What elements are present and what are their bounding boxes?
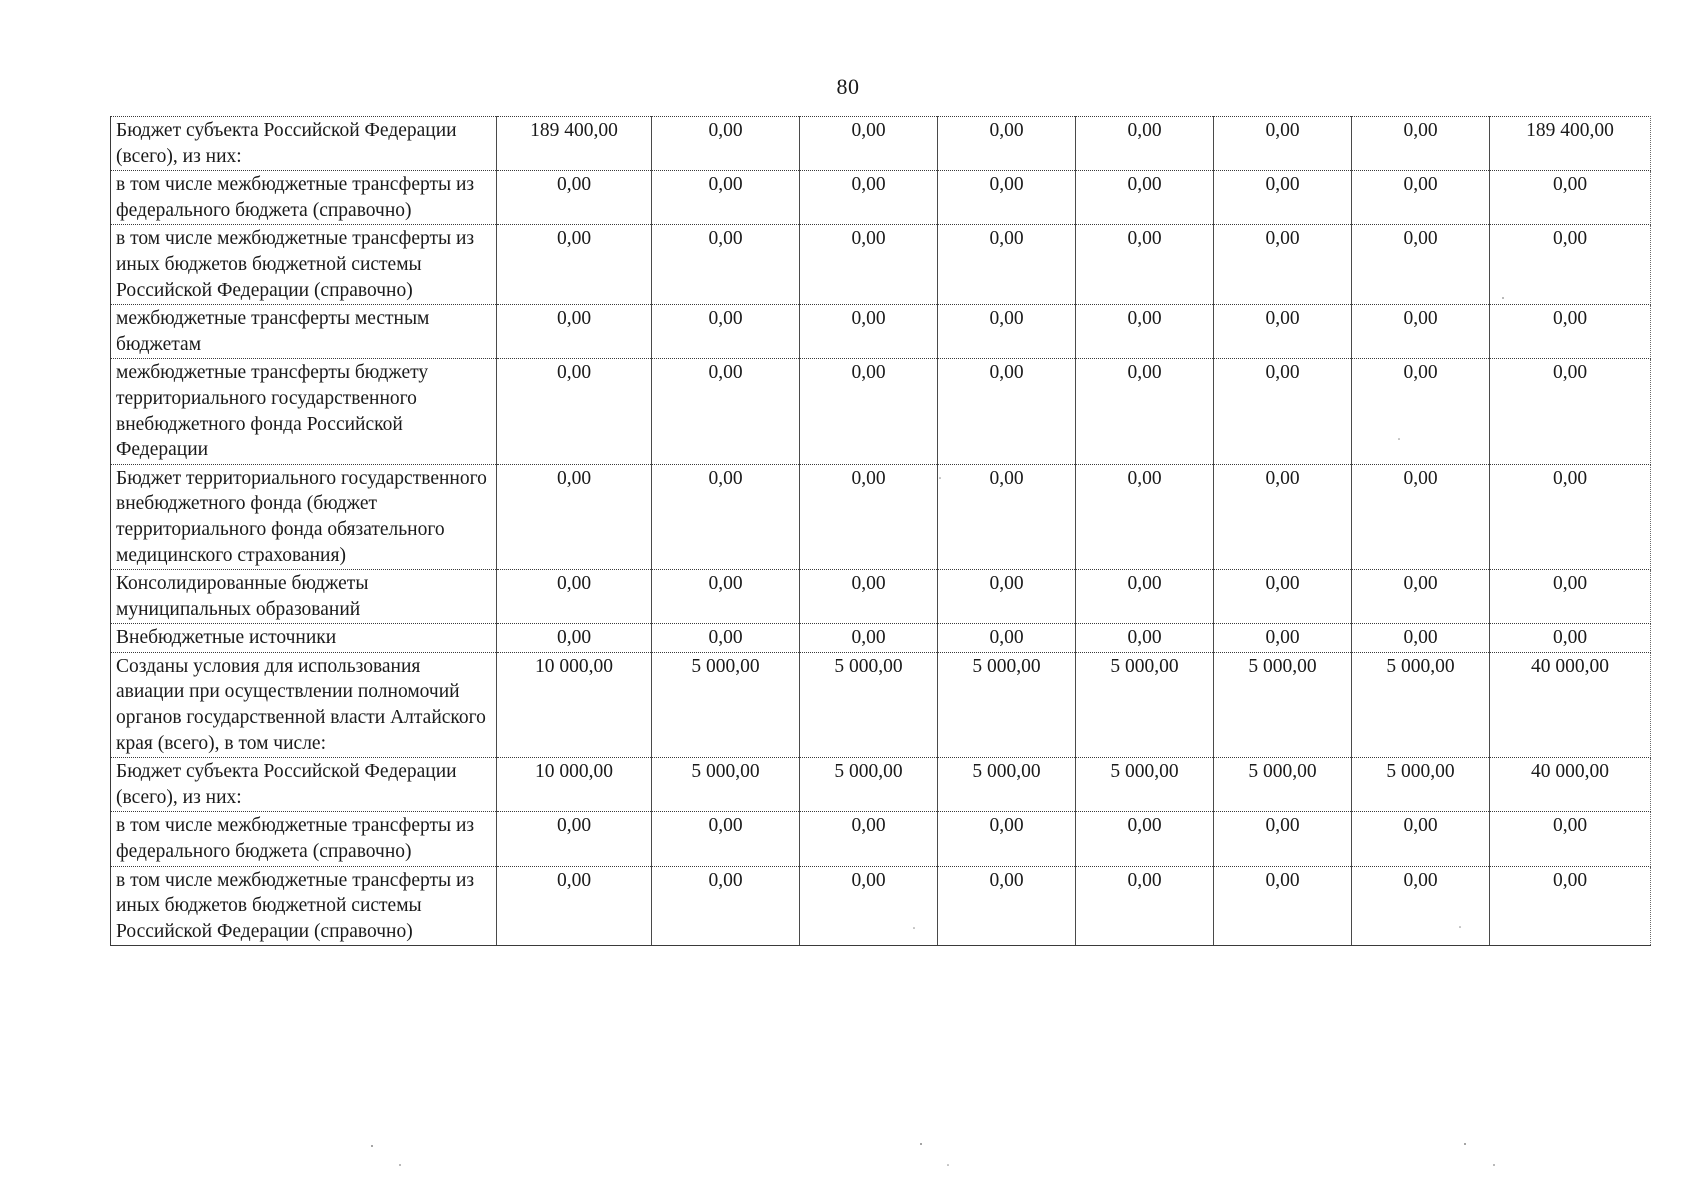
value-cell: 0,00: [652, 866, 800, 946]
value-cell: 0,00: [1352, 305, 1490, 359]
value-cell: 0,00: [497, 570, 652, 624]
value-cell: 0,00: [1214, 624, 1352, 653]
value-cell: 5 000,00: [938, 652, 1076, 757]
value-cell: 5 000,00: [652, 652, 800, 757]
value-cell: 0,00: [1076, 171, 1214, 225]
row-label: Созданы условия для использования авиации при осуществлении полномочий органов государственной власти Алтайского края (всего), в том числе:: [111, 652, 497, 757]
value-cell: 0,00: [1214, 359, 1352, 464]
value-cell: 0,00: [497, 359, 652, 464]
value-cell: 0,00: [1352, 117, 1490, 171]
value-cell: 0,00: [652, 812, 800, 866]
value-cell: 0,00: [800, 464, 938, 569]
value-cell: 0,00: [652, 171, 800, 225]
value-cell: 5 000,00: [1214, 652, 1352, 757]
row-label: межбюджетные трансферты местным бюджетам: [111, 305, 497, 359]
value-cell: 0,00: [1214, 225, 1352, 305]
table-row: [111, 464, 1651, 569]
row-label: Бюджет субъекта Российской Федерации (всего), из них:: [111, 758, 497, 812]
value-cell: 0,00: [800, 305, 938, 359]
value-cell: 0,00: [652, 117, 800, 171]
value-cell: 0,00: [800, 359, 938, 464]
value-cell: 0,00: [938, 464, 1076, 569]
value-cell: 0,00: [938, 305, 1076, 359]
row-label: Бюджет территориального государственного внебюджетного фонда (бюджет территориального фонда обязательного медицинского страхования): [111, 464, 497, 569]
value-cell: 0,00: [1490, 225, 1651, 305]
value-cell: 5 000,00: [800, 758, 938, 812]
value-cell: 0,00: [938, 812, 1076, 866]
value-cell: 10 000,00: [497, 652, 652, 757]
value-cell: 0,00: [652, 570, 800, 624]
value-cell: 0,00: [1352, 171, 1490, 225]
row-label: в том числе межбюджетные трансферты из федерального бюджета (справочно): [111, 812, 497, 866]
value-cell: 0,00: [938, 359, 1076, 464]
value-cell: 5 000,00: [652, 758, 800, 812]
value-cell: 5 000,00: [1076, 652, 1214, 757]
value-cell: 5 000,00: [1076, 758, 1214, 812]
value-cell: 0,00: [800, 812, 938, 866]
table-row: [111, 652, 1651, 757]
value-cell: 0,00: [1214, 464, 1352, 569]
value-cell: 0,00: [938, 570, 1076, 624]
table-row: [111, 624, 1651, 653]
value-cell: 0,00: [497, 225, 652, 305]
value-cell: 0,00: [1490, 624, 1651, 653]
value-cell: 0,00: [1490, 464, 1651, 569]
value-cell: 0,00: [1490, 866, 1651, 946]
value-cell: 5 000,00: [1352, 758, 1490, 812]
value-cell: 0,00: [800, 117, 938, 171]
value-cell: 5 000,00: [1352, 652, 1490, 757]
value-cell: 0,00: [938, 624, 1076, 653]
value-cell: 0,00: [1490, 359, 1651, 464]
value-cell: 0,00: [800, 171, 938, 225]
value-cell: 5 000,00: [1214, 758, 1352, 812]
table-row: [111, 758, 1651, 812]
value-cell: 0,00: [1214, 866, 1352, 946]
value-cell: 40 000,00: [1490, 652, 1651, 757]
row-label: межбюджетные трансферты бюджету территориального государственного внебюджетного фонда Российской Федерации: [111, 359, 497, 464]
value-cell: 0,00: [1490, 570, 1651, 624]
value-cell: 0,00: [497, 624, 652, 653]
value-cell: 0,00: [1352, 624, 1490, 653]
value-cell: 0,00: [1214, 171, 1352, 225]
value-cell: 0,00: [497, 171, 652, 225]
row-label: Консолидированные бюджеты муниципальных образований: [111, 570, 497, 624]
value-cell: 40 000,00: [1490, 758, 1651, 812]
budget-table-body: [111, 117, 1651, 946]
table-row: [111, 812, 1651, 866]
value-cell: 0,00: [800, 866, 938, 946]
value-cell: 0,00: [1490, 305, 1651, 359]
value-cell: 0,00: [1076, 812, 1214, 866]
value-cell: 0,00: [1490, 171, 1651, 225]
value-cell: 0,00: [1076, 570, 1214, 624]
value-cell: 0,00: [652, 305, 800, 359]
value-cell: 0,00: [1352, 464, 1490, 569]
value-cell: 0,00: [1076, 464, 1214, 569]
page-number: 80: [836, 74, 860, 99]
row-label: Внебюджетные источники: [111, 624, 497, 653]
row-label: Бюджет субъекта Российской Федерации (всего), из них:: [111, 117, 497, 171]
value-cell: 0,00: [652, 225, 800, 305]
value-cell: 5 000,00: [938, 758, 1076, 812]
value-cell: 0,00: [1076, 359, 1214, 464]
value-cell: 0,00: [938, 225, 1076, 305]
value-cell: 0,00: [1490, 812, 1651, 866]
value-cell: 0,00: [497, 464, 652, 569]
value-cell: 0,00: [938, 117, 1076, 171]
table-row: [111, 225, 1651, 305]
value-cell: 0,00: [497, 866, 652, 946]
value-cell: 0,00: [652, 464, 800, 569]
value-cell: 0,00: [1352, 866, 1490, 946]
value-cell: 0,00: [938, 866, 1076, 946]
row-label: в том числе межбюджетные трансферты из федерального бюджета (справочно): [111, 171, 497, 225]
value-cell: 189 400,00: [497, 117, 652, 171]
table-row: [111, 866, 1651, 946]
table-row: [111, 570, 1651, 624]
value-cell: 0,00: [652, 624, 800, 653]
value-cell: 0,00: [1352, 359, 1490, 464]
value-cell: 0,00: [1076, 866, 1214, 946]
table-row: [111, 171, 1651, 225]
value-cell: 0,00: [1214, 570, 1352, 624]
value-cell: 0,00: [800, 225, 938, 305]
value-cell: 10 000,00: [497, 758, 652, 812]
value-cell: 0,00: [1076, 305, 1214, 359]
value-cell: 0,00: [1352, 812, 1490, 866]
value-cell: 0,00: [1076, 624, 1214, 653]
value-cell: 0,00: [652, 359, 800, 464]
table-row: [111, 305, 1651, 359]
value-cell: 0,00: [1214, 812, 1352, 866]
value-cell: 0,00: [1076, 225, 1214, 305]
value-cell: 0,00: [938, 171, 1076, 225]
table-row: [111, 117, 1651, 171]
value-cell: 5 000,00: [800, 652, 938, 757]
value-cell: 0,00: [800, 624, 938, 653]
row-label: в том числе межбюджетные трансферты из иных бюджетов бюджетной системы Российской Федерации (справочно): [111, 866, 497, 946]
value-cell: 0,00: [1352, 225, 1490, 305]
table-row: [111, 359, 1651, 464]
value-cell: 0,00: [497, 812, 652, 866]
value-cell: 0,00: [497, 305, 652, 359]
value-cell: 0,00: [800, 570, 938, 624]
budget-table: [110, 116, 1651, 946]
value-cell: 0,00: [1076, 117, 1214, 171]
value-cell: 0,00: [1352, 570, 1490, 624]
value-cell: 0,00: [1214, 117, 1352, 171]
value-cell: 0,00: [1214, 305, 1352, 359]
row-label: в том числе межбюджетные трансферты из иных бюджетов бюджетной системы Российской Федерации (справочно): [111, 225, 497, 305]
value-cell: 189 400,00: [1490, 117, 1651, 171]
